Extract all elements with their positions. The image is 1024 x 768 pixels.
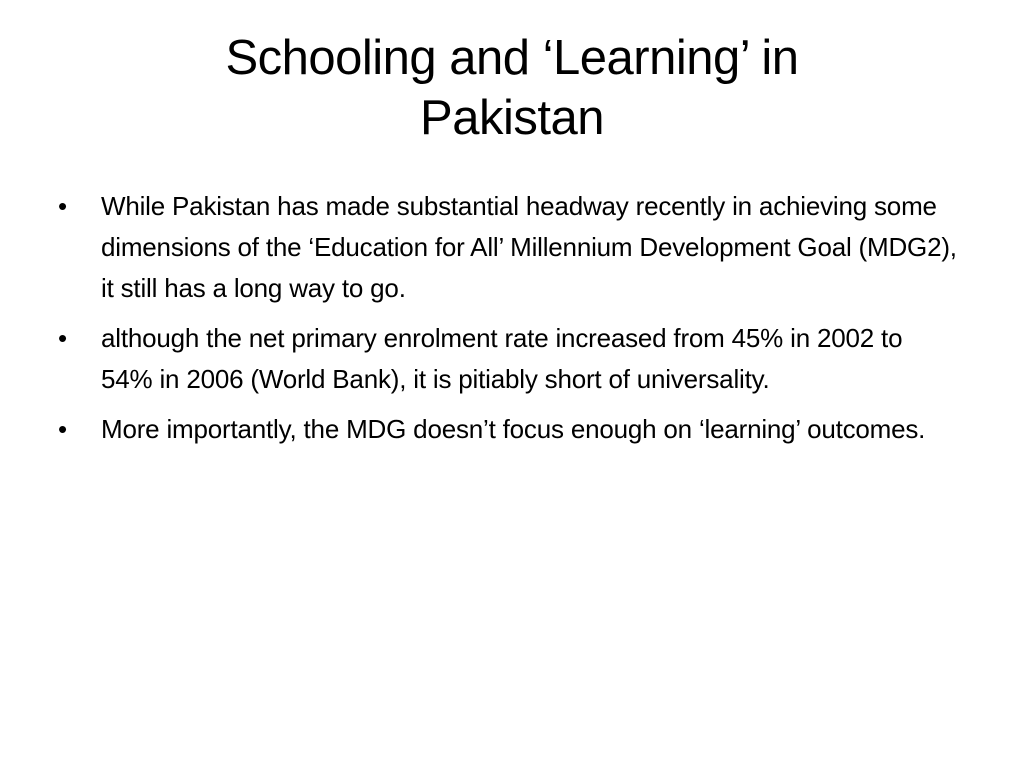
bullet-icon: • <box>58 191 67 221</box>
bullet-item <box>58 186 958 309</box>
bullet-icon: • <box>58 414 67 444</box>
bullet-item <box>58 409 958 450</box>
bullet-text: although the net primary enrolment rate increased from 45% in 2002 to 54% in 2006 (World Bank), it is pitiably short of universality. <box>101 323 903 394</box>
bullet-text: More importantly, the MDG doesn’t focus enough on ‘learning’ outcomes. <box>101 414 926 444</box>
slide-title-line2: Pakistan <box>420 91 604 145</box>
bullet-text: While Pakistan has made substantial headway recently in achieving some dimensions of the ‘Education for All’ Millennium Development Goal (MDG2), it still has a long way to go. <box>101 191 957 303</box>
bullet-list <box>58 186 958 459</box>
bullet-icon: • <box>58 323 67 353</box>
slide-title <box>100 28 924 148</box>
slide-title-line1: Schooling and ‘Learning’ in <box>225 31 799 85</box>
bullet-item <box>58 318 958 400</box>
